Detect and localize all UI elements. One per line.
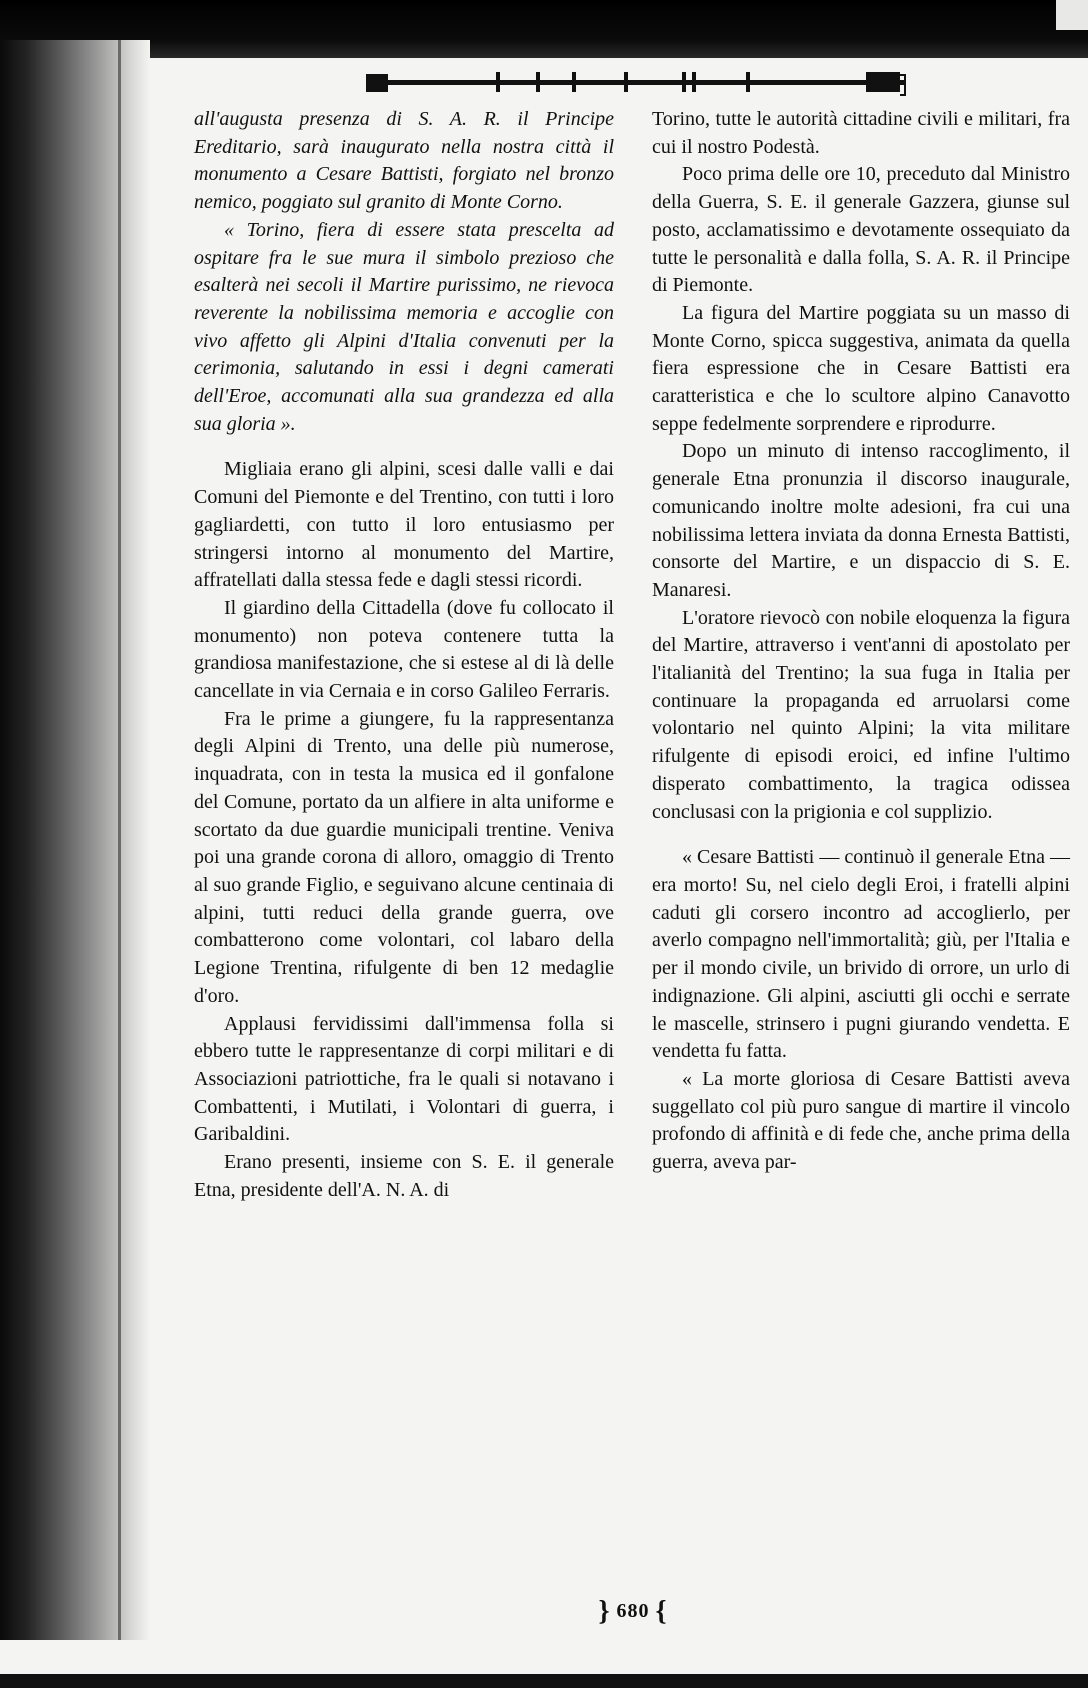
- header-post: [624, 72, 628, 92]
- header-post: [692, 72, 696, 92]
- scan-fold-line: [118, 40, 121, 1640]
- paragraph: Torino, tutte le autorità cittadine civili e militari, fra cui il nostro Podestà.: [652, 108, 1070, 158]
- paragraph: Fra le prime a giungere, fu la rappresentanza degli Alpini di Trento, una delle più numerose, inquadrata, con in testa la musica ed il gonfalone del Comune, portato da un alfiere in alta uniforme e scortato da due guardie municipali trentine. Veniva poi una grande corona di alloro, omaggio di Trento al suo grande Figlio, e seguivano alcune centinaia di alpini, tutti reduci della grande guerra, ove combatterono come volontari, col labaro della Legione Trentina, rifulgente di ben 12 medaglie d'oro.: [194, 707, 614, 1007]
- scan-shadow-bottom: [0, 1674, 1088, 1688]
- page-number-value: 680: [616, 1600, 650, 1622]
- page-number-brace-right: {: [655, 1596, 668, 1627]
- page-number: [578, 1596, 688, 1628]
- speech-quote: « La morte gloriosa di Cesare Battisti aveva suggellato col più puro sangue di martire il vincolo profondo di affinità e di fede che, anche prima della guerra, aveva par-: [652, 1067, 1070, 1174]
- header-rule: [366, 80, 906, 85]
- paragraph: Il giardino della Cittadella (dove fu collocato il monumento) non poteva contenere tutta la grandiosa manifestazione, che si estese al di là delle cancellate in via Cernaia e in corso Galileo Ferraris.: [194, 596, 614, 703]
- paragraph: Applausi fervidissimi dall'immensa folla si ebbero tutte le rappresentanze di corpi militari e di Associazioni patriottiche, fra le quali si notavano i Combattenti, i Mutilati, i Volontari di guerra, i Garibaldini.: [194, 1012, 614, 1146]
- article-continuation: all'augusta presenza di S. A. R. il Principe Ereditario, sarà inaugurato nella nostra città il monumento a Cesare Battisti, forgiato nel bronzo nemico, poggiato sul granito di Monte Corno.: [194, 108, 614, 214]
- scan-notch: [1056, 0, 1088, 30]
- paragraph: L'oratore rievocò con nobile eloquenza la figura del Martire, attraverso i vent'anni di apostolato per l'italianità del Trentino; la sua fuga in Italia per continuare la propaganda ed arruolarsi come volontario nel quinto Alpini; la vita militare rifulgente di episodi eroici, ed infine l'ultimo disperato combattimento, la tragica odissea conclusasi con la prigionia e col supplizio.: [652, 606, 1070, 823]
- scan-shadow-left: [0, 40, 150, 1640]
- page-number-brace-left: }: [598, 1596, 611, 1627]
- right-column: [652, 106, 1070, 1177]
- paragraph: Dopo un minuto di intenso raccoglimento, il generale Etna pronunzia il discorso inaugurale, comunicando inoltre molte adesioni, fra cui una nobilissima lettera inviata da donna Ernesta Battisti, consorte del Martire, e un dispaccio di S. E. Manaresi.: [652, 440, 1070, 601]
- scan-shadow-top: [0, 0, 1088, 58]
- header-bracket: [900, 74, 906, 96]
- speech-quote: « Cesare Battisti — continuò il generale Etna — era morto! Su, nel cielo degli Eroi, i fratelli alpini caduti gli corsero incontro ad accoglierlo, per averlo compagno nell'immortalità; giù, per l'Italia e per il mondo civile, un brivido di orrore, un urlo di indignazione. Gli alpini, asciutti gli occhi e serrate le mascelle, strinsero i pugni giurando vendetta. E vendetta fu fatta.: [652, 846, 1070, 1063]
- paragraph: Migliaia erano gli alpini, scesi dalle valli e dai Comuni del Piemonte e del Trentino, con tutti i loro gagliardetti, con tutto il loro entusiasmo per stringersi intorno al monumento del Martire, affratellati dalla stessa fede e dagli stessi ricordi.: [194, 458, 614, 592]
- header-post: [572, 72, 576, 92]
- header-post: [496, 72, 500, 92]
- header-ornament-right: [866, 72, 900, 92]
- telegram-quote: « Torino, fiera di essere stata prescelta ad ospitare fra le sue mura il simbolo prezioso che esalterà nei secoli il Martire purissimo, ne rievoca reverente la nobilissima memoria e accoglie con vivo affetto gli Alpini d'Italia convenuti per la cerimonia, salutando in essi i degni camerati dell'Eroe, accomunati alla sua grandezza ed alla sua gloria ».: [194, 218, 614, 435]
- header-post: [536, 72, 540, 92]
- header-ornament: [366, 72, 906, 92]
- left-column: [194, 106, 614, 1204]
- header-post: [746, 72, 750, 92]
- header-ornament-left: [366, 74, 388, 92]
- header-post: [682, 72, 686, 92]
- paragraph: Erano presenti, insieme con S. E. il generale Etna, presidente dell'A. N. A. di: [194, 1151, 614, 1201]
- paragraph: Poco prima delle ore 10, preceduto dal Ministro della Guerra, S. E. il generale Gazzera, giunse sul posto, acclamatissimo e devotamente ossequiato da tutte le personalità e dalla folla, S. A. R. il Principe di Piemonte.: [652, 163, 1070, 297]
- paragraph: La figura del Martire poggiata su un masso di Monte Corno, spicca suggestiva, animata da quella fiera espressione che in Cesare Battisti era caratteristica e che lo scultore alpino Canavotto seppe fedelmente sorprendere e riprodurre.: [652, 301, 1070, 435]
